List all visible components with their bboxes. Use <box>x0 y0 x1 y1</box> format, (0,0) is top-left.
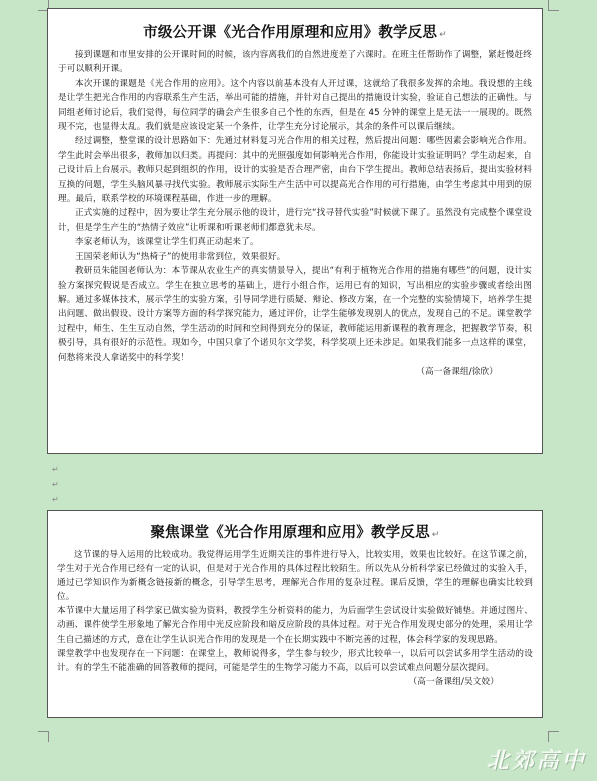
page2-paragraph: 课堂教学中也发现存在一下问题：在课堂上，教师说得多，学生参与较少，形式比较单一，以后可以尝试多用学生活动的设计。有的学生不能准确的回答教师的提问，可能是学生的生物学习能力不高，以后可以尝试难点问题分层次提问。 <box>57 648 533 673</box>
page2-signature: （高一备课组/吴文姣） <box>408 676 499 687</box>
page1-paragraph: 教研员朱能国老师认为：本节课从农业生产的真实情景导入，提出“有利于植物光合作用的措施有哪些”的问题，设计实验方案探究假说是否成立。学生在独立思考的基础上，进行小组合作，运用已有的知识，写出相应的实验步骤或者绘出图解。通过多媒体技术，展示学生的实验方案，引导同学进行质疑、辩论、修改方案，在一个完整的实验情境下，培养学生提出问题、做出假设、设计方案等方面的科学探究能力，通过评价，让学生能够发现别人的优点，发现自己的不足。课堂教学过程中，师生、生生互动自然，学生活动的时间和空间得到充分的保证，教师能运用新课程的教育理念，把握教学节奏，积极引导，具有很好的示范性。现如今，中国只拿了个诺贝尔文学奖，科学奖项上还未涉足。如果我们能多一点这样的课堂，何愁将来没人拿诺奖中的科学奖！ <box>58 266 532 363</box>
page1-title: 市级公开课《光合作用原理和应用》教学反思 ↵ <box>143 25 447 41</box>
page1-paragraph: 正式实施的过程中，因为要让学生充分展示他的设计，进行完“找寻替代实验”时候就下课了。虽然没有完成整个课堂设计，但是学生产生的“热情子效应”让听课和听课老师们都意犹未尽。 <box>58 208 532 233</box>
crop-mark-bottom-right <box>548 731 559 742</box>
page1-paragraph: 王国荣老师认为“热椅子”的使用非常到位，效果很好。 <box>75 251 286 262</box>
paragraph-mark-icon: ↵ <box>431 530 440 540</box>
page1-paragraph: 本次开课的课题是《光合作用的应用》。这个内容以前基本没有人开过课，这就给了我很多发挥的余地。我设想的主线是让学生把光合作用的内容联系生产生活，举出可能的措施，并针对自己提出的措施设计实验，验证自己想法的正确性。与同组老师讨论后，我们觉得，每位同学的确会产生很多自己个性的东西，但是在 45 分钟的课堂上是无法一一展现的。既然现不完，也显得太乱。我们就是应该设定某一个条件，让学生充分讨论展示，其余的条件可以课后继续。 <box>58 78 532 133</box>
page2-paragraph: 这节课的导入运用的比较成功。我觉得运用学生近期关注的事件进行导入，比较实用，效果也比较好。在这节课之前，学生对于光合作用已经有一定的认识，但是对于光合作用的具体过程比较陌生。所以先从分析科学家已经做过的实验入手，通过已学知识作为新概念链接新的概念，引导学生思考，理解光合作用的复杂过程。课后反馈，学生的理解也确实比较到位。 <box>57 550 533 603</box>
crop-mark-bottom-left <box>38 731 49 742</box>
page1-paragraph: 接到课题和市里安排的公开课时间的时候，该内容离我们的自然进度差了六课时。在班主任帮助作了调整，紧赶慢赶终于可以顺利开课。 <box>58 50 532 75</box>
crop-mark-top-right <box>548 0 559 11</box>
page2-paragraph: 本节课中大量运用了科学家已做实验为资料，教授学生分析资料的能力，为后面学生尝试设计实验做好铺垫。并通过图片、动画、课件使学生形象地了解光合作用中光反应阶段和暗反应阶段的具体过程。对于光合作用发现史部分的处理，采用让学生自己描述的方式，意在让学生认识光合作用的发现是一个在长期实践中不断完善的过程，体会科学家的发现思路。 <box>57 606 533 645</box>
document-page-1 <box>47 8 543 454</box>
document-page-2 <box>47 510 543 718</box>
school-watermark: 北郊高中 <box>486 749 587 774</box>
page2-title: 聚焦课堂《光合作用原理和应用》教学反思 ↵ <box>150 525 440 541</box>
page1-paragraph: 经过调整，整堂课的设计思路如下：先通过材料复习光合作用的相关过程，然后提出问题：哪些因素会影响光合作用。学生此时会举出很多，教师加以归类。再提问：其中的光照强度如何影响光合作用，你能设计实验证明吗？学生动起来，自己设计后上台展示。教师只起到组织的作用，设计的实验是否合理严密，由台下学生提出。教师总结表扬后，提出实验材料互换的问题，学生头脑风暴寻找代实验。教师展示实际生产生活中可以提高光合作用的可行措施，由学生考虑其中用到的原理。最后，联系学校的环境课程基础，作进一步的理解。 <box>58 136 532 205</box>
paragraph-mark-icon: ↵ <box>439 30 447 40</box>
page1-paragraph: 李家老师认为，该课堂让学生们真正动起来了。 <box>75 237 259 248</box>
empty-paragraph-marks: ↵ ↵ ↵ <box>52 465 59 504</box>
page1-signature: （高一备课组/徐欣） <box>416 366 498 377</box>
